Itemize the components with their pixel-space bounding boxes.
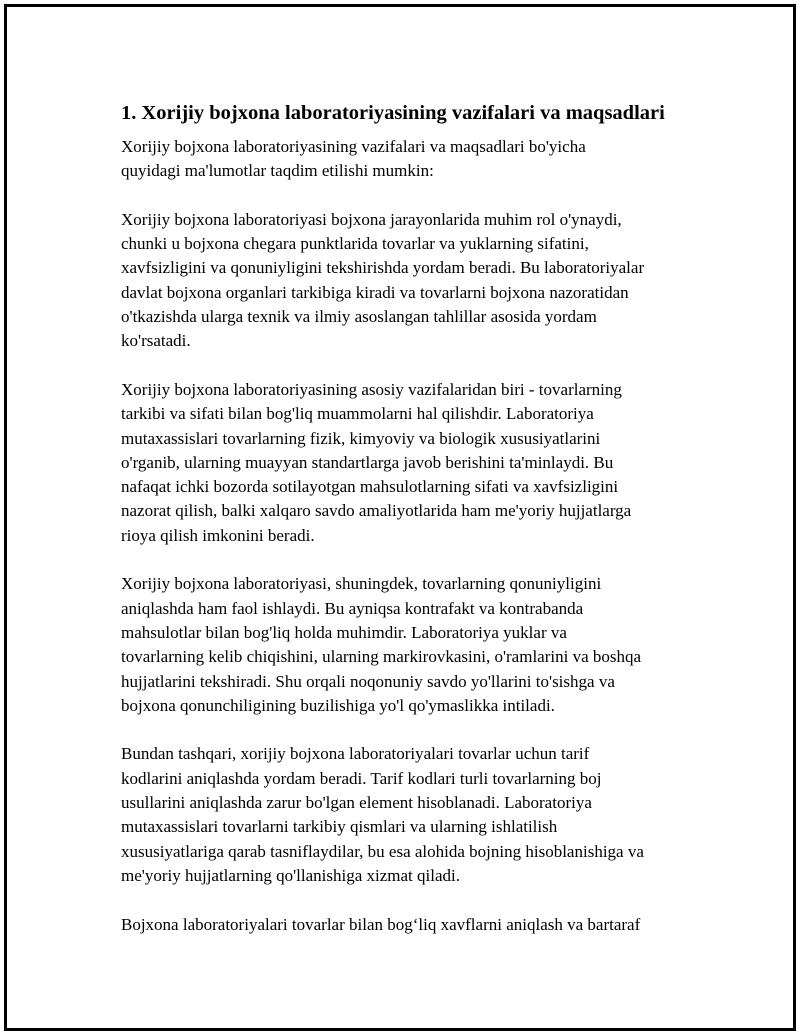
page-frame <box>4 4 796 1031</box>
text-line: o'tkazishda ularga texnik va ilmiy asoslangan tahlillar asosida yordam <box>121 307 597 327</box>
text-line: me'yoriy hujjatlarning qo'llanishiga xizmat qiladi. <box>121 865 460 885</box>
text-line: xususiyatlariga qarab tasniflaydilar, bu esa alohida bojning hisoblanishiga va <box>121 841 644 861</box>
text-line: aniqlashda ham faol ishlaydi. Bu ayniqsa kontrafakt va kontrabanda <box>121 598 584 618</box>
paragraph-legality <box>121 572 701 718</box>
text-line: nazorat qilish, balki xalqaro savdo amaliyotlarida ham me'yoriy hujjatlarga <box>121 501 632 521</box>
paragraph-intro <box>121 135 701 184</box>
text-line: davlat bojxona organlari tarkibiga kiradi va tovarlarni bojxona nazoratidan <box>121 282 629 302</box>
text-line: kodlarini aniqlashda yordam beradi. Tarif kodlari turli tovarlarning boj <box>121 768 602 788</box>
text-line: tarkibi va sifati bilan bog'liq muammolarni hal qilishdir. Laboratoriya <box>121 404 594 424</box>
text-line: chunki u bojxona chegara punktlarida tovarlar va yuklarning sifatini, <box>121 234 589 254</box>
text-line: Xorijiy bojxona laboratoriyasi, shuningdek, tovarlarning qonuniyligini <box>121 574 602 594</box>
section-heading: 1. Xorijiy bojxona laboratoriyasining vazifalari va maqsadlari <box>121 102 665 124</box>
document-body <box>121 99 701 961</box>
paragraph-risks <box>121 913 701 937</box>
text-line: mutaxassislari tovarlarni tarkibiy qismlari va ularning ishlatilish <box>121 817 558 837</box>
text-line: rioya qilish imkonini beradi. <box>121 525 315 545</box>
paragraph-role <box>121 208 701 354</box>
paragraph-main-tasks <box>121 378 701 548</box>
text-line: xavfsizligini va qonuniyligini tekshirishda yordam beradi. Bu laboratoriyalar <box>121 258 645 278</box>
text-line: nafaqat ichki bozorda sotilayotgan mahsulotlarning sifati va xavfsizligini <box>121 477 619 497</box>
text-line: Bojxona laboratoriyalari tovarlar bilan bog‘liq xavflarni aniqlash va bartaraf <box>121 914 641 934</box>
text-line: Xorijiy bojxona laboratoriyasining vazifalari va maqsadlari bo'yicha <box>121 137 586 156</box>
text-line: bojxona qonunchiligining buzilishiga yo'l qo'ymaslikka intiladi. <box>121 695 555 715</box>
text-line: Bundan tashqari, xorijiy bojxona laboratoriyalari tovarlar uchun tarif <box>121 744 590 764</box>
text-line: hujjatlarini tekshiradi. Shu orqali noqonuniy savdo yo'llarini to'sishga va <box>121 671 615 691</box>
text-line: Xorijiy bojxona laboratoriyasi bojxona jarayonlarida muhim rol o'ynaydi, <box>121 209 622 229</box>
text-line: o'rganib, ularning muayyan standartlarga javob berishini ta'minlaydi. Bu <box>121 452 614 472</box>
text-line: ko'rsatadi. <box>121 331 191 351</box>
text-line: mahsulotlar bilan bog'liq holda muhimdir. Laboratoriya yuklar va <box>121 622 567 642</box>
paragraph-tariff-codes <box>121 742 701 888</box>
text-line: quyidagi ma'lumotlar taqdim etilishi mumkin: <box>121 161 434 181</box>
text-line: Xorijiy bojxona laboratoriyasining asosiy vazifalaridan biri - tovarlarning <box>121 379 622 399</box>
text-line: tovarlarning kelib chiqishini, ularning markirovkasini, o'ramlarini va boshqa <box>121 647 642 667</box>
text-line: mutaxassislari tovarlarning fizik, kimyoviy va biologik xususiyatlarini <box>121 428 601 448</box>
text-line: usullarini aniqlashda zarur bo'lgan element hisoblanadi. Laboratoriya <box>121 793 592 813</box>
